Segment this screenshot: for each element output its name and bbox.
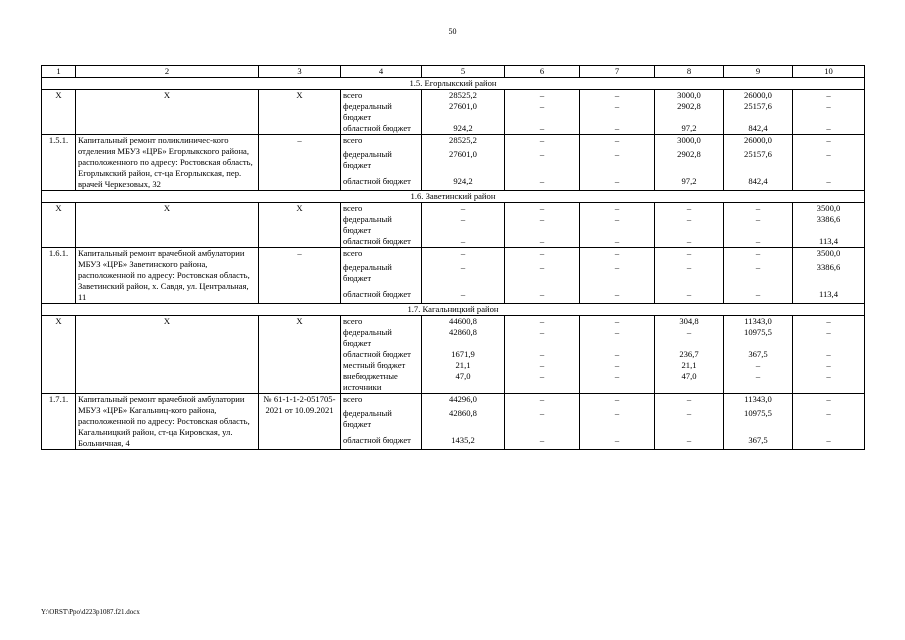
- value-cell: 27601,0: [422, 101, 505, 123]
- value-cell: –: [505, 262, 580, 289]
- value-cell: –: [422, 262, 505, 289]
- item-permit: Х: [259, 316, 341, 394]
- funding-source: федеральный бюджет: [341, 149, 422, 176]
- table-row: [42, 203, 865, 215]
- value-cell: 367,5: [724, 435, 793, 449]
- section-row: [42, 304, 865, 316]
- value-cell: 97,2: [655, 176, 724, 190]
- section-row: [42, 191, 865, 203]
- value-cell: 10975,5: [724, 408, 793, 435]
- value-cell: 21,1: [422, 360, 505, 371]
- value-cell: –: [724, 289, 793, 303]
- value-cell: –: [505, 327, 580, 349]
- value-cell: –: [505, 176, 580, 190]
- page-number: 50: [448, 27, 457, 36]
- section-title: 1.6. Заветинский район: [42, 191, 865, 203]
- value-cell: –: [422, 248, 505, 262]
- value-cell: 26000,0: [724, 90, 793, 102]
- table-row: [42, 248, 865, 262]
- value-cell: 44600,8: [422, 316, 505, 328]
- value-cell: 1435,2: [422, 435, 505, 449]
- table-row: [42, 316, 865, 328]
- value-cell: –: [505, 435, 580, 449]
- value-cell: 924,2: [422, 123, 505, 135]
- value-cell: –: [580, 149, 655, 176]
- item-permit: –: [259, 248, 341, 304]
- item-permit: Х: [259, 203, 341, 248]
- value-cell: 21,1: [655, 360, 724, 371]
- funding-source: внебюджетные источники: [341, 371, 422, 394]
- value-cell: –: [724, 248, 793, 262]
- value-cell: –: [655, 236, 724, 248]
- value-cell: –: [505, 394, 580, 408]
- value-cell: –: [580, 176, 655, 190]
- table-row: [42, 90, 865, 102]
- header-cell: 1: [42, 66, 76, 78]
- item-number: 1.7.1.: [42, 394, 76, 450]
- value-cell: –: [793, 149, 865, 176]
- value-cell: 2902,8: [655, 101, 724, 123]
- value-cell: 1671,9: [422, 349, 505, 360]
- value-cell: –: [505, 90, 580, 102]
- header-cell: 2: [76, 66, 259, 78]
- value-cell: 47,0: [655, 371, 724, 394]
- item-description: Х: [76, 203, 259, 248]
- value-cell: 3386,6: [793, 262, 865, 289]
- value-cell: 367,5: [724, 349, 793, 360]
- budget-table: [41, 65, 865, 450]
- funding-source: областной бюджет: [341, 176, 422, 190]
- header-cell: 8: [655, 66, 724, 78]
- value-cell: –: [422, 236, 505, 248]
- funding-source: федеральный бюджет: [341, 408, 422, 435]
- value-cell: 25157,6: [724, 101, 793, 123]
- value-cell: –: [724, 236, 793, 248]
- header-cell: 7: [580, 66, 655, 78]
- value-cell: –: [793, 394, 865, 408]
- value-cell: 25157,6: [724, 149, 793, 176]
- funding-source: областной бюджет: [341, 123, 422, 135]
- item-description: Капитальный ремонт врачебной амбулатории МБУЗ «ЦРБ» Заветинского района, расположенной по адресу: Ростовская область, Заветинский район, х. Савдя, ул. Центральная, 11: [76, 248, 259, 304]
- item-number: 1.6.1.: [42, 248, 76, 304]
- value-cell: –: [505, 316, 580, 328]
- value-cell: 42860,8: [422, 408, 505, 435]
- value-cell: –: [655, 262, 724, 289]
- item-description: Капитальный ремонт врачебной амбулатории МБУЗ «ЦРБ» Кагальниц-кого района, расположенной по адресу: Ростовская область, Кагальницкий район, ст-ца Кировская, ул. Больничная, 4: [76, 394, 259, 450]
- value-cell: –: [580, 214, 655, 236]
- value-cell: –: [505, 123, 580, 135]
- file-path-footer: Y:\ORST\Ppo\d223p1087.f21.docx: [41, 608, 140, 616]
- value-cell: 27601,0: [422, 149, 505, 176]
- item-permit: № 61-1-1-2-051705-2021 от 10.09.2021: [259, 394, 341, 450]
- funding-source: всего: [341, 394, 422, 408]
- value-cell: –: [793, 349, 865, 360]
- item-number: Х: [42, 90, 76, 135]
- value-cell: 304,8: [655, 316, 724, 328]
- value-cell: 11343,0: [724, 394, 793, 408]
- value-cell: –: [505, 236, 580, 248]
- value-cell: –: [422, 289, 505, 303]
- item-number: Х: [42, 316, 76, 394]
- section-title: 1.5. Егорлыкский район: [42, 78, 865, 90]
- funding-source: федеральный бюджет: [341, 327, 422, 349]
- value-cell: 2902,8: [655, 149, 724, 176]
- header-cell: 5: [422, 66, 505, 78]
- value-cell: –: [724, 262, 793, 289]
- header-row: [42, 66, 865, 78]
- value-cell: 842,4: [724, 176, 793, 190]
- value-cell: 113,4: [793, 236, 865, 248]
- value-cell: –: [580, 394, 655, 408]
- value-cell: 3500,0: [793, 203, 865, 215]
- value-cell: 44296,0: [422, 394, 505, 408]
- value-cell: –: [505, 360, 580, 371]
- value-cell: 28525,2: [422, 135, 505, 149]
- value-cell: 3000,0: [655, 135, 724, 149]
- value-cell: –: [655, 394, 724, 408]
- value-cell: –: [655, 203, 724, 215]
- funding-source: областной бюджет: [341, 289, 422, 303]
- value-cell: 236,7: [655, 349, 724, 360]
- value-cell: –: [580, 327, 655, 349]
- value-cell: –: [793, 408, 865, 435]
- value-cell: –: [505, 101, 580, 123]
- value-cell: –: [505, 248, 580, 262]
- value-cell: –: [793, 123, 865, 135]
- value-cell: 842,4: [724, 123, 793, 135]
- funding-source: федеральный бюджет: [341, 262, 422, 289]
- value-cell: –: [505, 149, 580, 176]
- value-cell: –: [505, 371, 580, 394]
- funding-source: всего: [341, 248, 422, 262]
- funding-source: федеральный бюджет: [341, 101, 422, 123]
- value-cell: –: [580, 371, 655, 394]
- item-permit: Х: [259, 90, 341, 135]
- funding-source: областной бюджет: [341, 435, 422, 449]
- section-title: 1.7. Кагальницкий район: [42, 304, 865, 316]
- funding-source: областной бюджет: [341, 349, 422, 360]
- value-cell: –: [793, 316, 865, 328]
- value-cell: –: [655, 214, 724, 236]
- table-row: [42, 394, 865, 408]
- value-cell: 3000,0: [655, 90, 724, 102]
- value-cell: –: [505, 408, 580, 435]
- value-cell: –: [793, 371, 865, 394]
- value-cell: 3386,6: [793, 214, 865, 236]
- item-permit: –: [259, 135, 341, 191]
- item-description: Х: [76, 316, 259, 394]
- value-cell: –: [580, 90, 655, 102]
- value-cell: –: [655, 248, 724, 262]
- value-cell: –: [505, 214, 580, 236]
- value-cell: –: [655, 289, 724, 303]
- value-cell: –: [793, 435, 865, 449]
- funding-source: всего: [341, 90, 422, 102]
- value-cell: –: [505, 289, 580, 303]
- value-cell: 10975,5: [724, 327, 793, 349]
- funding-source: областной бюджет: [341, 236, 422, 248]
- value-cell: 26000,0: [724, 135, 793, 149]
- funding-source: всего: [341, 135, 422, 149]
- value-cell: –: [655, 435, 724, 449]
- table-row: [42, 135, 865, 149]
- value-cell: 3500,0: [793, 248, 865, 262]
- funding-source: всего: [341, 316, 422, 328]
- item-number: 1.5.1.: [42, 135, 76, 191]
- section-row: [42, 78, 865, 90]
- header-cell: 10: [793, 66, 865, 78]
- value-cell: –: [580, 408, 655, 435]
- value-cell: –: [580, 203, 655, 215]
- value-cell: –: [505, 349, 580, 360]
- header-cell: 6: [505, 66, 580, 78]
- value-cell: –: [724, 203, 793, 215]
- header-cell: 9: [724, 66, 793, 78]
- value-cell: 11343,0: [724, 316, 793, 328]
- value-cell: –: [724, 214, 793, 236]
- value-cell: –: [793, 135, 865, 149]
- value-cell: –: [580, 135, 655, 149]
- value-cell: 97,2: [655, 123, 724, 135]
- value-cell: –: [793, 360, 865, 371]
- funding-source: местный бюджет: [341, 360, 422, 371]
- value-cell: –: [580, 101, 655, 123]
- value-cell: –: [793, 90, 865, 102]
- value-cell: –: [793, 327, 865, 349]
- value-cell: –: [724, 371, 793, 394]
- value-cell: –: [580, 435, 655, 449]
- value-cell: 113,4: [793, 289, 865, 303]
- funding-source: федеральный бюджет: [341, 214, 422, 236]
- item-number: Х: [42, 203, 76, 248]
- item-description: Х: [76, 90, 259, 135]
- value-cell: –: [580, 360, 655, 371]
- value-cell: –: [422, 203, 505, 215]
- funding-source: всего: [341, 203, 422, 215]
- value-cell: 42860,8: [422, 327, 505, 349]
- value-cell: –: [655, 327, 724, 349]
- value-cell: –: [793, 176, 865, 190]
- value-cell: –: [580, 236, 655, 248]
- value-cell: 47,0: [422, 371, 505, 394]
- value-cell: –: [422, 214, 505, 236]
- value-cell: 924,2: [422, 176, 505, 190]
- value-cell: –: [505, 135, 580, 149]
- value-cell: –: [580, 248, 655, 262]
- value-cell: –: [580, 262, 655, 289]
- value-cell: –: [724, 360, 793, 371]
- value-cell: –: [580, 349, 655, 360]
- value-cell: –: [505, 203, 580, 215]
- header-cell: 3: [259, 66, 341, 78]
- item-description: Капитальный ремонт поликлиничес-кого отделения МБУЗ «ЦРБ» Егорлыкского района, расположенного по адресу: Ростовская область, Егорлыкский район, ст-ца Егорлыкская, пер. врачей Черкезовых, 32: [76, 135, 259, 191]
- header-cell: 4: [341, 66, 422, 78]
- value-cell: –: [580, 316, 655, 328]
- value-cell: –: [580, 123, 655, 135]
- value-cell: –: [793, 101, 865, 123]
- value-cell: –: [655, 408, 724, 435]
- value-cell: 28525,2: [422, 90, 505, 102]
- value-cell: –: [580, 289, 655, 303]
